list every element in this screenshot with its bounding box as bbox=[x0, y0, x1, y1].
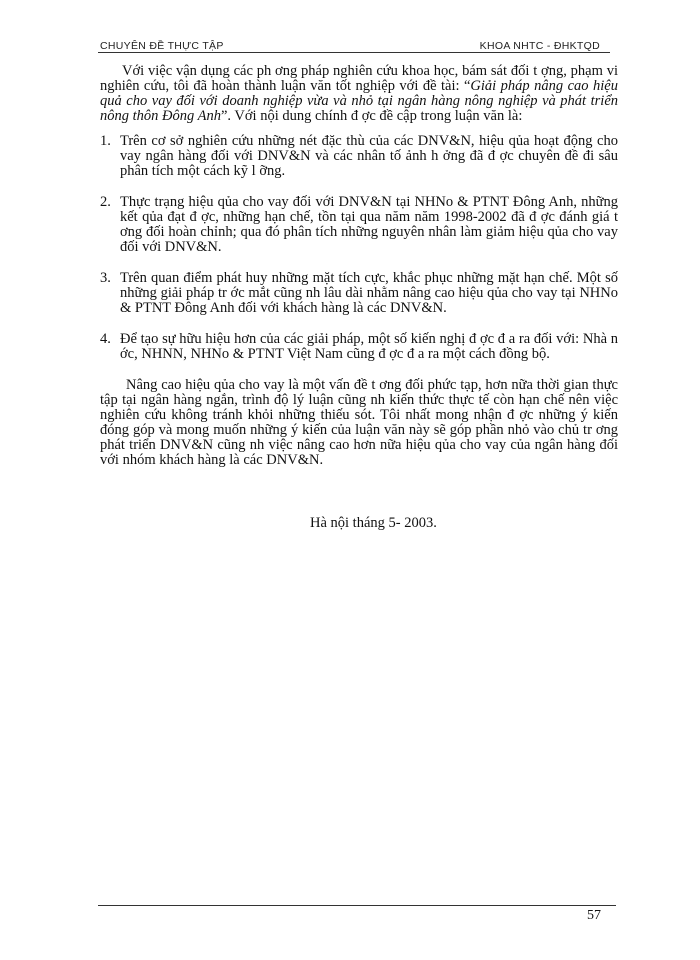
page-number: 57 bbox=[587, 908, 601, 923]
header-right-text: KHOA NHTC - ĐHKTQD bbox=[479, 40, 600, 52]
list-item-number: 3. bbox=[100, 270, 111, 286]
list-item-text: Để tạo sự hữu hiệu hơn của các giải pháp, một số kiến nghị đ ợc đ a ra đối với: Nhà n ớc, NHNN, NHNo & PTNT Việt Nam cũng đ ợc đ a ra một cách đồng bộ. bbox=[120, 331, 618, 362]
document-body bbox=[100, 64, 618, 531]
findings-list bbox=[100, 134, 618, 362]
list-item bbox=[100, 195, 618, 255]
footer-divider bbox=[98, 905, 616, 906]
page-header bbox=[100, 36, 600, 56]
signature-date: Hà nội tháng 5- 2003. bbox=[310, 515, 437, 531]
list-item bbox=[100, 332, 618, 362]
header-divider bbox=[98, 52, 610, 53]
list-item-number: 2. bbox=[100, 194, 111, 210]
list-item-number: 4. bbox=[100, 331, 111, 347]
list-item-number: 1. bbox=[100, 133, 111, 149]
closing-paragraph: Nâng cao hiệu qủa cho vay là một vấn đề t ơng đối phức tạp, hơn nữa thời gian thực tập tại ngân hàng ngắn, trình độ lý luận cũng nh kiến thức thực tế còn hạn chế nên việc nghiên cứu không tránh khỏi những thiếu sót. Tôi nhất mong nhận đ ợc những ý kiến đóng góp và mong muốn những ý kiến của luận văn này sẽ góp phần nhỏ vào chủ tr ơng phát triển DNV&N cũng nh việc nâng cao hơn nữa hiệu qủa cho vay của ngân hàng đối với nhóm khách hàng là các DNV&N. bbox=[100, 377, 618, 468]
list-item-text: Trên quan điểm phát huy những mặt tích cực, khắc phục những mặt hạn chế. Một số những giải pháp tr ớc mắt cũng nh lâu dài nhằm nâng cao hiệu qủa cho vay tại NHNo & PTNT Đông Anh đối với khách hàng là các DNV&N. bbox=[120, 270, 618, 316]
header-left-text: CHUYÊN ĐỀ THỰC TẬP bbox=[100, 40, 224, 52]
list-item bbox=[100, 134, 618, 179]
intro-paragraph bbox=[100, 64, 618, 124]
intro-text-end: ”. Với nội dung chính đ ợc đề cập trong luận văn là: bbox=[220, 108, 523, 124]
list-item bbox=[100, 271, 618, 316]
list-item-text: Trên cơ sở nghiên cứu những nét đặc thù của các DNV&N, hiệu qủa hoạt động cho vay ngân hàng đối với DNV&N và các nhân tố ảnh h ởng đã đ ợc chuyên đề đi sâu phân tích một cách kỹ l ỡng. bbox=[120, 133, 618, 179]
thesis-title: Giải pháp nâng cao hiệu quả cho vay đối với doanh nghiệp vừa và nhỏ tại ngân hàng nông nghiệp và phát triển nông thôn Đông Anh bbox=[100, 78, 618, 124]
intro-text-start: Với việc vận dụng các ph ơng pháp nghiên cứu khoa học, bám sát đối t ợng, phạm vi nghiên cứu, tôi đã hoàn thành luận văn tốt nghiệp với đề tài: “ bbox=[100, 63, 618, 94]
list-item-text: Thực trạng hiệu qủa cho vay đối với DNV&N tại NHNo & PTNT Đông Anh, những kết qủa đạt đ ợc, những hạn chế, tồn tại qua năm năm 1998-2002 đã đ ợc đánh giá t ơng đối hoàn chỉnh; qua đó phân tích những nguyên nhân làm giảm hiệu qủa cho vay đối với DNV&N. bbox=[120, 194, 618, 255]
